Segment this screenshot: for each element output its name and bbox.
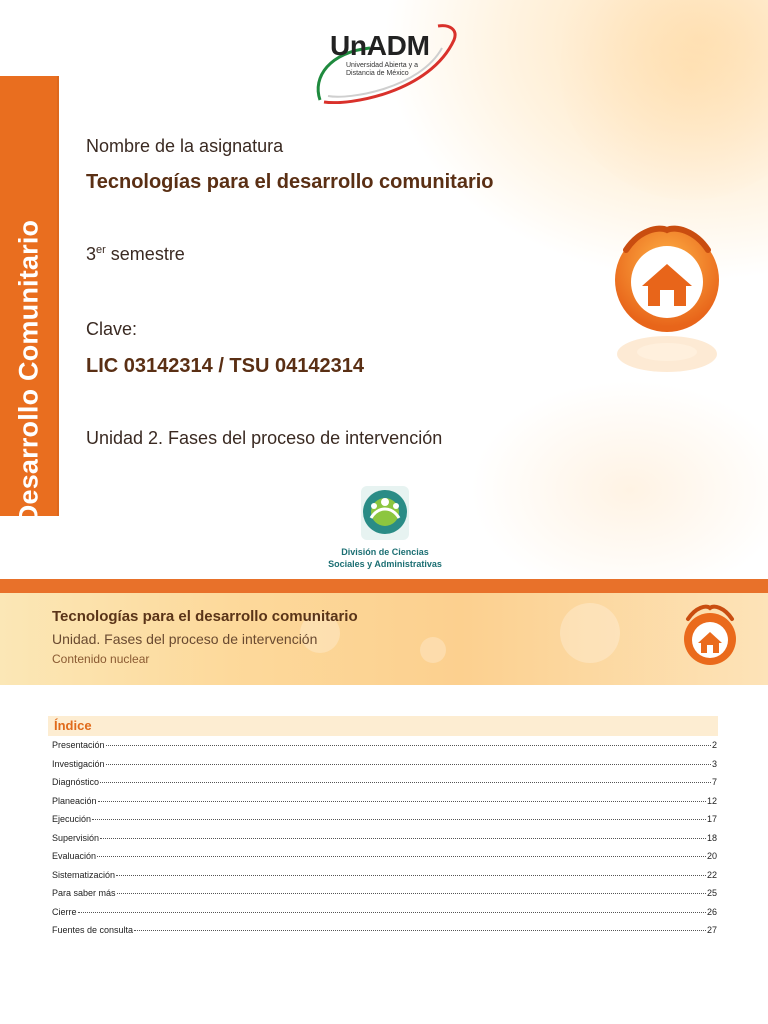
toc-item-page: 22 [706,869,717,880]
toc-item-page: 26 [706,906,717,917]
toc-item-page: 18 [706,832,717,843]
division-name-line: División de Ciencias [341,547,429,557]
toc-item-page: 7 [711,777,717,787]
logo-subtitle-line: Universidad Abierta y a [346,62,418,69]
toc-leader-dots [100,838,706,839]
toc-item-label: Cierre [52,906,77,917]
toc-item[interactable] [52,740,717,759]
subject-name: Tecnologías para el desarrollo comunitario [86,171,494,193]
toc-leader-dots [98,801,706,802]
sidebar-title: Desarrollo Comunitario [13,219,44,525]
clave-label: Clave: [86,319,138,339]
toc-item-label: Investigación [52,758,105,769]
toc-leader-dots [116,875,706,876]
toc-item[interactable] [52,851,717,870]
community-house-icon [676,603,744,667]
subject-label: Nombre de la asignatura [86,136,284,156]
division-logo [300,484,470,574]
toc-item-label: Para saber más [52,888,116,898]
division-name [300,546,470,570]
semester-number: 3 [86,244,97,264]
unit-title: Unidad 2. Fases del proceso de intervención [86,428,443,448]
toc-item-page: 2 [711,740,717,750]
toc-item[interactable] [52,777,717,796]
toc-leader-dots [92,819,706,820]
toc-leader-dots [97,856,706,857]
header-title: Tecnologías para el desarrollo comunitario [52,608,358,625]
toc-item-label: Supervisión [52,832,100,843]
toc-item[interactable] [52,796,717,815]
toc-item[interactable] [52,833,717,852]
clave-value: LIC 03142314 / TSU 04142314 [86,355,364,377]
toc-item-page: 25 [706,888,717,898]
toc-item-label: Ejecución [52,814,92,824]
unadm-logo [310,22,460,104]
index-title: Índice [54,718,92,733]
toc-item-page: 12 [706,795,717,806]
index-header [48,716,718,736]
toc-item-label: Sistematización [52,869,116,880]
toc-leader-dots [106,745,711,746]
toc-item[interactable] [52,759,717,778]
semester-suffix: er [96,244,106,256]
toc-leader-dots [100,782,711,783]
toc-item-label: Presentación [52,740,105,750]
separator-band [0,579,768,593]
toc-item[interactable] [52,907,717,926]
toc-leader-dots [78,912,706,913]
division-name-line: Sociales y Administrativas [328,559,442,569]
semester-word: semestre [105,244,185,264]
toc-item-page: 27 [706,925,717,935]
logo-subtitle [346,62,418,78]
table-of-contents [52,740,717,944]
logo-title: UnADM [330,30,430,61]
toc-item-label: Diagnóstico [52,777,100,787]
decorative-bubble [420,637,446,663]
cover-sidebar [0,76,59,525]
toc-item-label: Fuentes de consulta [52,925,134,935]
logo-subtitle-line: Distancia de México [346,70,409,77]
division-emblem-icon [300,484,470,544]
toc-item-page: 3 [711,758,717,769]
toc-leader-dots [134,930,706,931]
toc-item[interactable] [52,888,717,907]
content-header [0,593,768,685]
toc-item[interactable] [52,814,717,833]
toc-item-label: Evaluación [52,851,97,861]
decorative-bubble [560,603,620,663]
toc-item-label: Planeación [52,795,97,806]
header-subtitle: Unidad. Fases del proceso de intervención [52,631,318,647]
toc-leader-dots [106,764,711,765]
toc-item-page: 17 [706,814,717,824]
toc-leader-dots [117,893,706,894]
toc-item[interactable] [52,870,717,889]
toc-item[interactable] [52,925,717,944]
header-small-label: Contenido nuclear [52,652,150,666]
semester [86,244,185,265]
toc-item-page: 20 [706,851,717,861]
decorative-glow [560,0,768,200]
decorative-glow [470,380,768,579]
community-house-icon [604,222,734,382]
